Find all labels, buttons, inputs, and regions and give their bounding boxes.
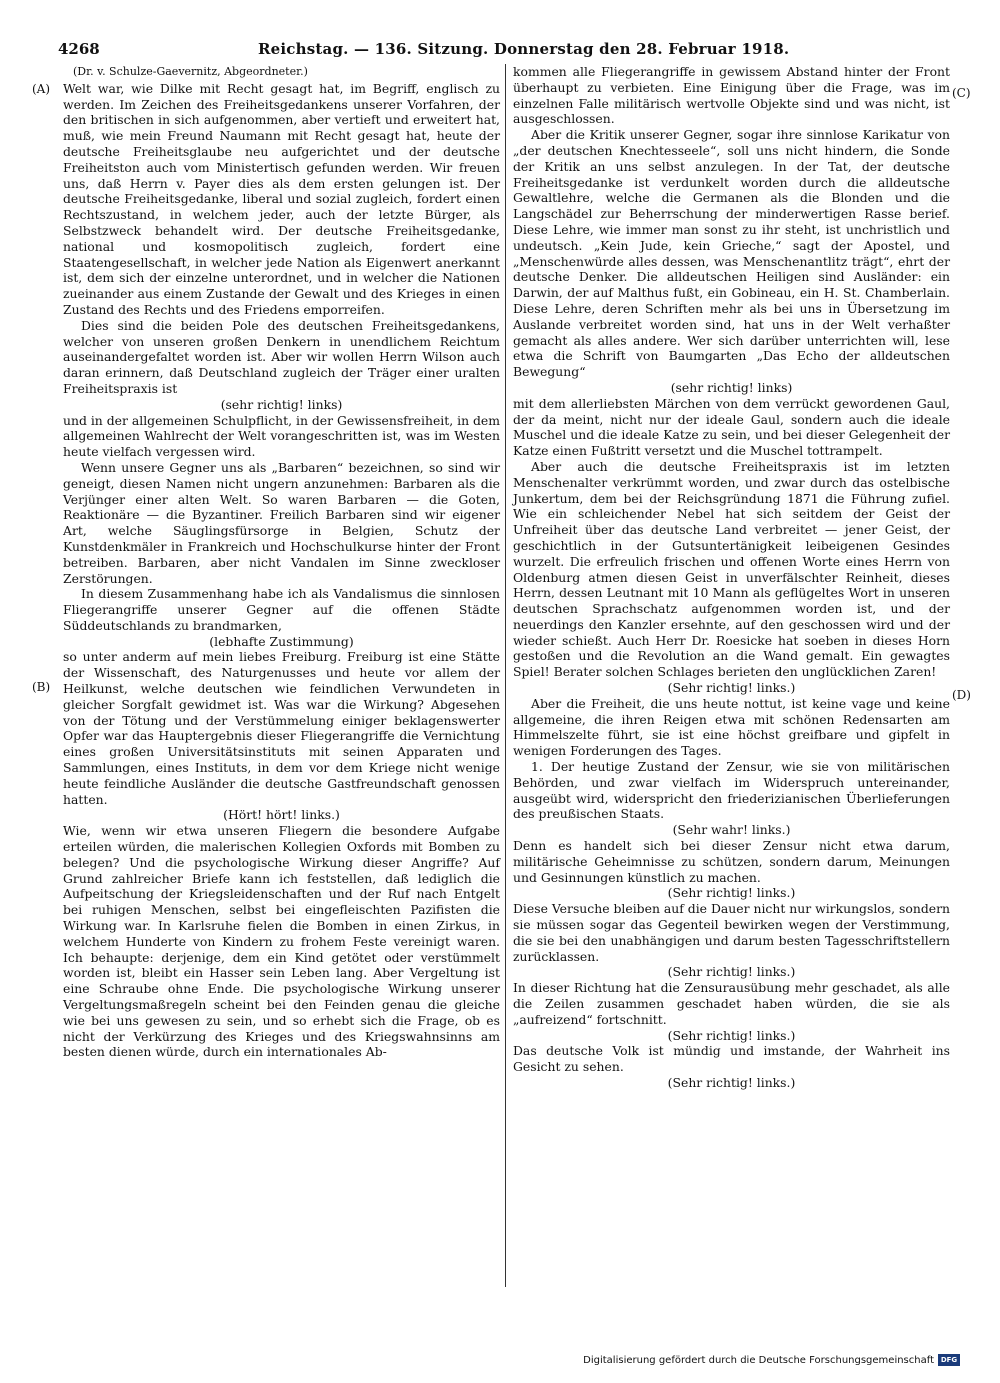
page-number: 4268 bbox=[58, 40, 100, 58]
paragraph: Aber die Kritik unserer Gegner, sogar ihre sinnlose Karikatur von „der deutschen Knechtesseele“, soll uns nicht hindern, die Sonde der Kritik an uns selbst anzulegen. In der Tat, der deutsche Freiheitsgedanke ist verdunkelt worden durch die alldeutsche Gewaltlehre, welche die Germanen als die Blonden und die Langschädel zur Beherrschung der minderwertigen Rasse berief. Diese Lehre, wie immer man sonst zu ihr steht, ist unchristlich und undeutsch. „Kein Jude, kein Grieche,“ sagt der Apostel, und „Menschenwürde alles dessen, was Menschenantlitz trägt“, ehrt der deutsche Denker. Die alldeutschen Heiligen sind Ausländer: ein Darwin, der auf Malthus fußt, ein Gobineau, ein H. St. Chamberlain. Diese Lehre, deren Schriften mehr als bei uns in Übersetzung im Auslande verbreitet worden sind, hat uns in der Welt verhaßter gemacht als alles andere. Wer sich darüber unterrichten will, lese etwa die Schrift von Baumgarten „Das Echo der alldeutschen Bewegung“ bbox=[513, 127, 950, 380]
paragraph: Welt war, wie Dilke mit Recht gesagt hat, im Begriff, englisch zu werden. Im Zeichen des Freiheitsgedankens unserer Vorfahren, der den britischen in sich aufgenommen, aber vertieft und erweitert hat, muß, wie mein Freund Naumann mit Recht gesagt hat, heute der deutsche Freiheitsglaube neu aufgerichtet und der deutsche Freiheitston auch vom Ministertisch gefunden werden. Wir freuen uns, daß Herrn v. Payer dies als dem ersten gelungen ist. Der deutsche Freiheitsgedanke, liberal und sozial zugleich, fordert einen Rechtszustand, in welchem jeder, auch der letzte Bürger, als Selbstzweck behandelt wird. Der deutsche Freiheitsgedanke, national und kosmopolitisch zugleich, fordert eine Staatengesellschaft, in welcher jede Nation als Eigenwert anerkannt ist, dem sich der einzelne unterordnet, und in welcher die Nationen zueinander aus einem Zustande der Gewalt und des Krieges in einen Zustand des Rechts und des Friedens emporreifen. bbox=[63, 80, 500, 317]
paragraph: und in der allgemeinen Schulpflicht, in der Gewissensfreiheit, in dem allgemeinen Wahlrecht der Welt vorangeschritten ist, was im Westen heute vielfach vergessen wird. bbox=[63, 412, 501, 460]
paragraph: so unter anderm auf mein liebes Freiburg. Freiburg ist eine Stätte der Wissenschaft, des Naturgenusses und heute vor allem der Heilkunst, welche deutschen wie feindlichen Verwundeten in gleicher Sorgfalt gewidmet ist. Was war die Wirkung? Abgesehen von der Tötung und der Verstümmelung einiger beklagenswerter Opfer war das Hauptergebnis dieser Fliegerangriffe die Vernichtung eines großen Universitätsinstituts mit seinen Apparaten und Sammlungen, eines Instituts, in dem vor dem Kriege nicht wenige heute feindliche Ausländer die deutsche Gastfreundschaft genossen hatten. bbox=[63, 649, 500, 807]
margin-mark-b: (B) bbox=[32, 680, 51, 694]
interjection: (lebhafte Zustimmung) bbox=[209, 633, 354, 649]
paragraph: Dies sind die beiden Pole des deutschen Freiheitsgedankens, welcher von unseren großen Denkern in unendlichem Reichtum auseinandergefaltet worden ist. Aber wir wollen Herrn Wilson auch daran erinnern, daß Deutschland zugleich der Träger einer uralten Freiheitspraxis ist bbox=[63, 317, 500, 396]
speaker-attribution: (Dr. v. Schulze-Gaevernitz, Abgeordneter.) bbox=[73, 65, 308, 78]
paragraph: mit dem allerliebsten Märchen von dem verrückt gewordenen Gaul, der da meint, nicht nur der ideale Gaul, sondern auch die ideale Muschel und die ideale Katze zu sein, und bei dieser Gelegenheit der Katze einen Fußtritt versetzt und die Muschel tottrampelt. bbox=[513, 395, 950, 459]
interjection: (Sehr richtig! links.) bbox=[667, 680, 796, 696]
interjection: (Sehr richtig! links.) bbox=[667, 1027, 796, 1043]
paragraph: Diese Versuche bleiben auf die Dauer nicht nur wirkungslos, sondern sie müssen sogar das Gegenteil bewirken wegen der Verstimmung, die sie bei den unabhängigen und darum besten Tagesschriftstellern zurücklassen. bbox=[513, 901, 950, 964]
running-header bbox=[58, 40, 938, 62]
interjection: (sehr richtig! links) bbox=[670, 379, 793, 395]
footer-credit: Digitalisierung gefördert durch die Deutsche Forschungsgemeinschaft bbox=[583, 1354, 934, 1366]
paragraph: Denn es handelt sich bei dieser Zensur nicht etwa darum, militärische Geheimnisse zu schützen, sondern darum, Meinungen und Gesinnungen künstlich zu machen. bbox=[513, 838, 950, 885]
margin-mark-a: (A) bbox=[32, 82, 51, 96]
footer bbox=[583, 1354, 960, 1366]
interjection: (Sehr richtig! links.) bbox=[667, 964, 796, 980]
paragraph: Wenn unsere Gegner uns als „Barbaren“ bezeichnen, so sind wir geneigt, diesen Namen nicht ungern anzunehmen: Barbaren als die Verjünger einer alten Welt. So waren Barbaren — die Goten, Reaktionäre — die Byzantiner. Freilich Barbaren sind wir eigener Art, welche Säuglingsfürsorge in Belgien, Schutz der Kunstdenkmäler in Frankreich und Hochschulkurse hinter der Front betreiben. Barbaren, aber nicht Vandalen im Sinne zweckloser Zerstörungen. bbox=[63, 459, 500, 586]
margin-mark-c: (C) bbox=[952, 86, 971, 100]
interjection: (Hört! hört! links.) bbox=[223, 807, 340, 823]
left-column bbox=[63, 64, 500, 1060]
paragraph: kommen alle Fliegerangriffe in gewissem Abstand hinter der Front überhaupt zu verbieten. Eine Einigung über die Frage, was im einzelnen Falle militärisch wertvolle Objekte sind und was nicht, ist ausgeschlossen. bbox=[513, 64, 950, 127]
paragraph: 1. Der heutige Zustand der Zensur, wie sie von militärischen Behörden, und zwar vielfach im Widerspruch untereinander, ausgeübt wird, widerspricht den friederizianischen Überlieferungen des preußischen Staats. bbox=[513, 759, 950, 822]
interjection: (sehr richtig! links) bbox=[220, 396, 343, 412]
paragraph: In dieser Richtung hat die Zensurausübung mehr geschadet, als alle die Zeilen zusammen geschadet haben würden, die sie als „aufreizend“ fortschnitt. bbox=[513, 980, 950, 1027]
interjection: (Sehr richtig! links.) bbox=[667, 1075, 796, 1090]
paragraph: Das deutsche Volk ist mündig und imstande, der Wahrheit ins Gesicht zu sehen. bbox=[513, 1043, 950, 1075]
paragraph: Aber auch die deutsche Freiheitspraxis ist im letzten Menschenalter verkrümmt worden, und zwar durch das ostelbische Junkertum, dem bei der Reichsgründung 1871 die Führung zufiel. Wie ein schleichender Nebel hat sich seitdem der Geist der Unfreiheit über das deutsche Land verbreitet — jener Geist, der geschichtlich in der Gutsuntertänigkeit leibeigenen Gesindes wurzelt. Die erfreulich frischen und offenen Worte eines Herrn von Oldenburg atmen diesen Geist in unverfälschter Reinheit, dieses Herrn, dessen Leutnant mit 10 Mann als geflügeltes Wort in unseren deutschen Sprachschatz aufgenommen worden ist, und der neuerdings den Kanzler ersehnte, auf den geschossen wird und der wieder schießt. Auch Herr Dr. Roesicke hat soeben in dieses Horn gestoßen und die Revolution an die Wand gemalt. Ein gewagtes Spiel! Berater solchen Schlages berieten den unglücklichen Zaren! bbox=[513, 458, 950, 680]
interjection: (Sehr wahr! links.) bbox=[672, 822, 791, 838]
margin-mark-d: (D) bbox=[952, 688, 971, 702]
dfg-logo-icon: DFG bbox=[938, 1354, 960, 1366]
column-divider bbox=[505, 64, 506, 1287]
right-column bbox=[513, 64, 950, 1091]
paragraph: In diesem Zusammenhang habe ich als Vandalismus die sinnlosen Fliegerangriffe unserer Gegner auf die offenen Städte Süddeutschlands zu brandmarken, bbox=[63, 586, 500, 633]
paragraph: Aber die Freiheit, die uns heute nottut, ist keine vage und keine allgemeine, die ihren Reigen etwa mit schönen Redensarten am Himmelszelte führt, sie ist eine höchst greifbare und gipfelt in wenigen Forderungen des Tages. bbox=[513, 695, 950, 759]
running-title: Reichstag. — 136. Sitzung. Donnerstag den 28. Februar 1918. bbox=[258, 40, 790, 58]
paragraph: Wie, wenn wir etwa unseren Fliegern die besondere Aufgabe erteilen würden, die malerischen Kollegien Oxfords mit Bomben zu belegen? Und die psychologische Wirkung dieser Angriffe? Auf Grund zahlreicher Briefe kann ich feststellen, daß lediglich die Aufpeitschung der Kriegsleidenschaften und der Ruf nach Entgelt bei ruhigen Menschen, selbst bei eingefleischten Pazifisten die Wirkung war. In Karlsruhe fielen die Bomben in einen Zirkus, in welchem Hunderte von Kindern zu frohem Feste vereinigt waren. Ich behaupte: derjenige, dem ein Kind getötet oder verstümmelt worden ist, bleibt ein Hasser sein Leben lang. Aber Vergeltung ist eine Schraube ohne Ende. Die psychologische Wirkung unserer Vergeltungsmaßregeln scheint bei den Feinden genau die gleiche wie bei uns gewesen zu sein, und so erhebt sich die Frage, ob es nicht der Verkürzung des Krieges und des Kriegswahnsinns am besten dienen würde, durch ein internationales Ab- bbox=[63, 823, 500, 1060]
interjection: (Sehr richtig! links.) bbox=[667, 885, 796, 901]
